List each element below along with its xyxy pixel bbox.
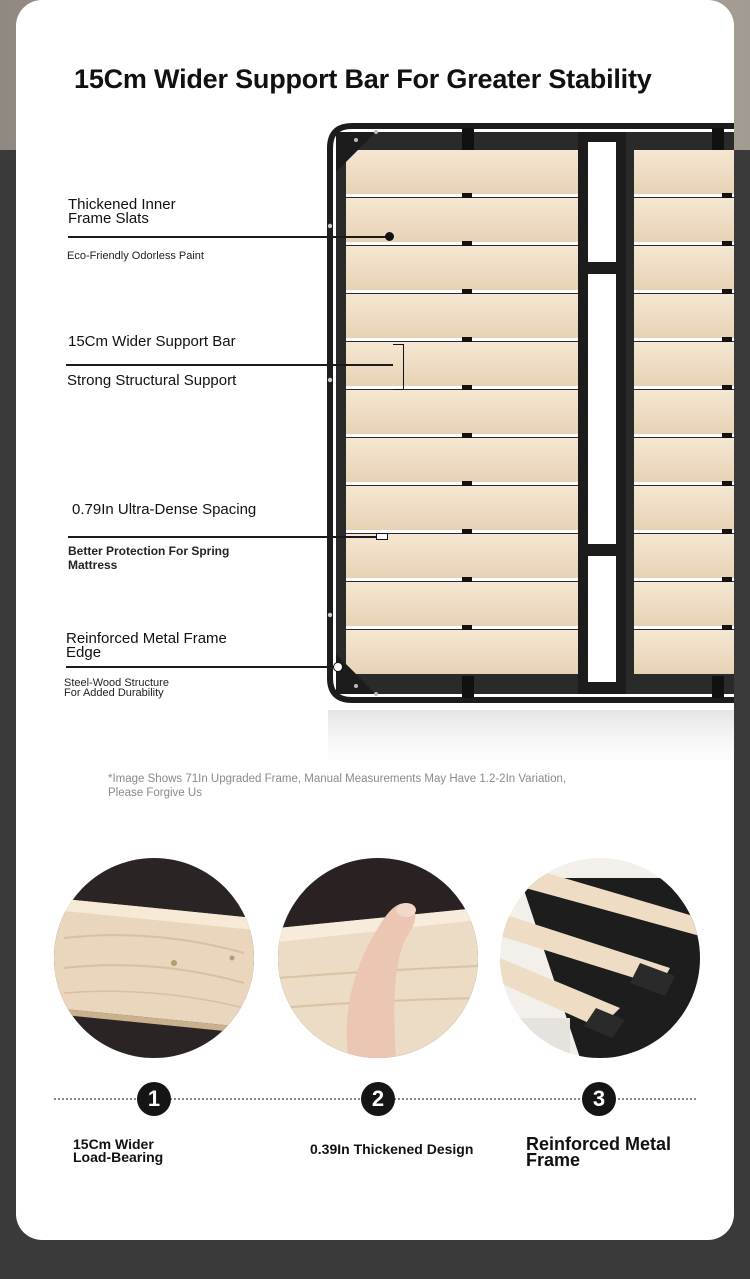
feature-label-1-line-1: 15Cm Wider — [73, 1136, 154, 1152]
callout-spacing-line — [68, 536, 378, 538]
callout-edge-ring-icon — [333, 662, 343, 672]
callout-support-title: 15Cm Wider Support Bar — [68, 333, 236, 350]
callout-support-sub: Strong Structural Support — [67, 372, 237, 389]
detail-image-thickness — [278, 858, 478, 1058]
callout-edge-title-2: Edge — [66, 644, 102, 661]
feature-label-3-line-2: Frame — [526, 1150, 581, 1170]
feature-label-3 — [526, 1136, 671, 1168]
feature-label-3-line-1: Reinforced Metal — [526, 1134, 672, 1154]
bed-frame-illustration — [316, 110, 734, 760]
callout-support-line — [66, 364, 393, 366]
callout-slats-dot-icon — [385, 232, 394, 241]
callout-slats-title-2: Frame Slats — [68, 210, 149, 227]
callout-support-bracket-icon — [393, 344, 404, 390]
callout-edge-sub-1: Steel-Wood Structure — [64, 677, 169, 689]
disclaimer — [108, 772, 628, 800]
product-card — [16, 0, 734, 1240]
callout-spacing-marker-icon — [376, 533, 388, 540]
callout-edge-title-1: Reinforced Metal Frame — [66, 630, 227, 647]
feature-number-1: 1 — [137, 1082, 171, 1116]
callout-spacing-sub-1: Better Protection For Spring — [68, 544, 230, 558]
callout-spacing-sub-2: Mattress — [68, 558, 118, 572]
callout-edge-sub-2: For Added Durability — [64, 687, 164, 699]
callout-slats-line — [68, 236, 388, 238]
callout-spacing-title: 0.79In Ultra-Dense Spacing — [72, 501, 257, 518]
feature-number-3: 3 — [582, 1082, 616, 1116]
feature-number-2: 2 — [361, 1082, 395, 1116]
callout-slats-sub: Eco-Friendly Odorless Paint — [67, 250, 204, 262]
feature-label-1 — [73, 1138, 163, 1164]
page-title: 15Cm Wider Support Bar For Greater Stability — [74, 64, 652, 94]
disclaimer-line-1: *Image Shows 71In Upgraded Frame, Manual Measurements May Have 1.2-2In Variation, — [108, 773, 567, 785]
disclaimer-line-2: Please Forgive Us — [108, 787, 202, 799]
detail-image-metal-frame — [500, 858, 700, 1058]
callout-edge-line — [66, 666, 334, 668]
detail-image-wood-grain — [54, 858, 254, 1058]
callout-slats-title-1: Thickened Inner — [68, 196, 176, 213]
feature-label-1-line-2: Load-Bearing — [73, 1149, 164, 1165]
feature-label-2: 0.39In Thickened Design — [310, 1141, 474, 1157]
